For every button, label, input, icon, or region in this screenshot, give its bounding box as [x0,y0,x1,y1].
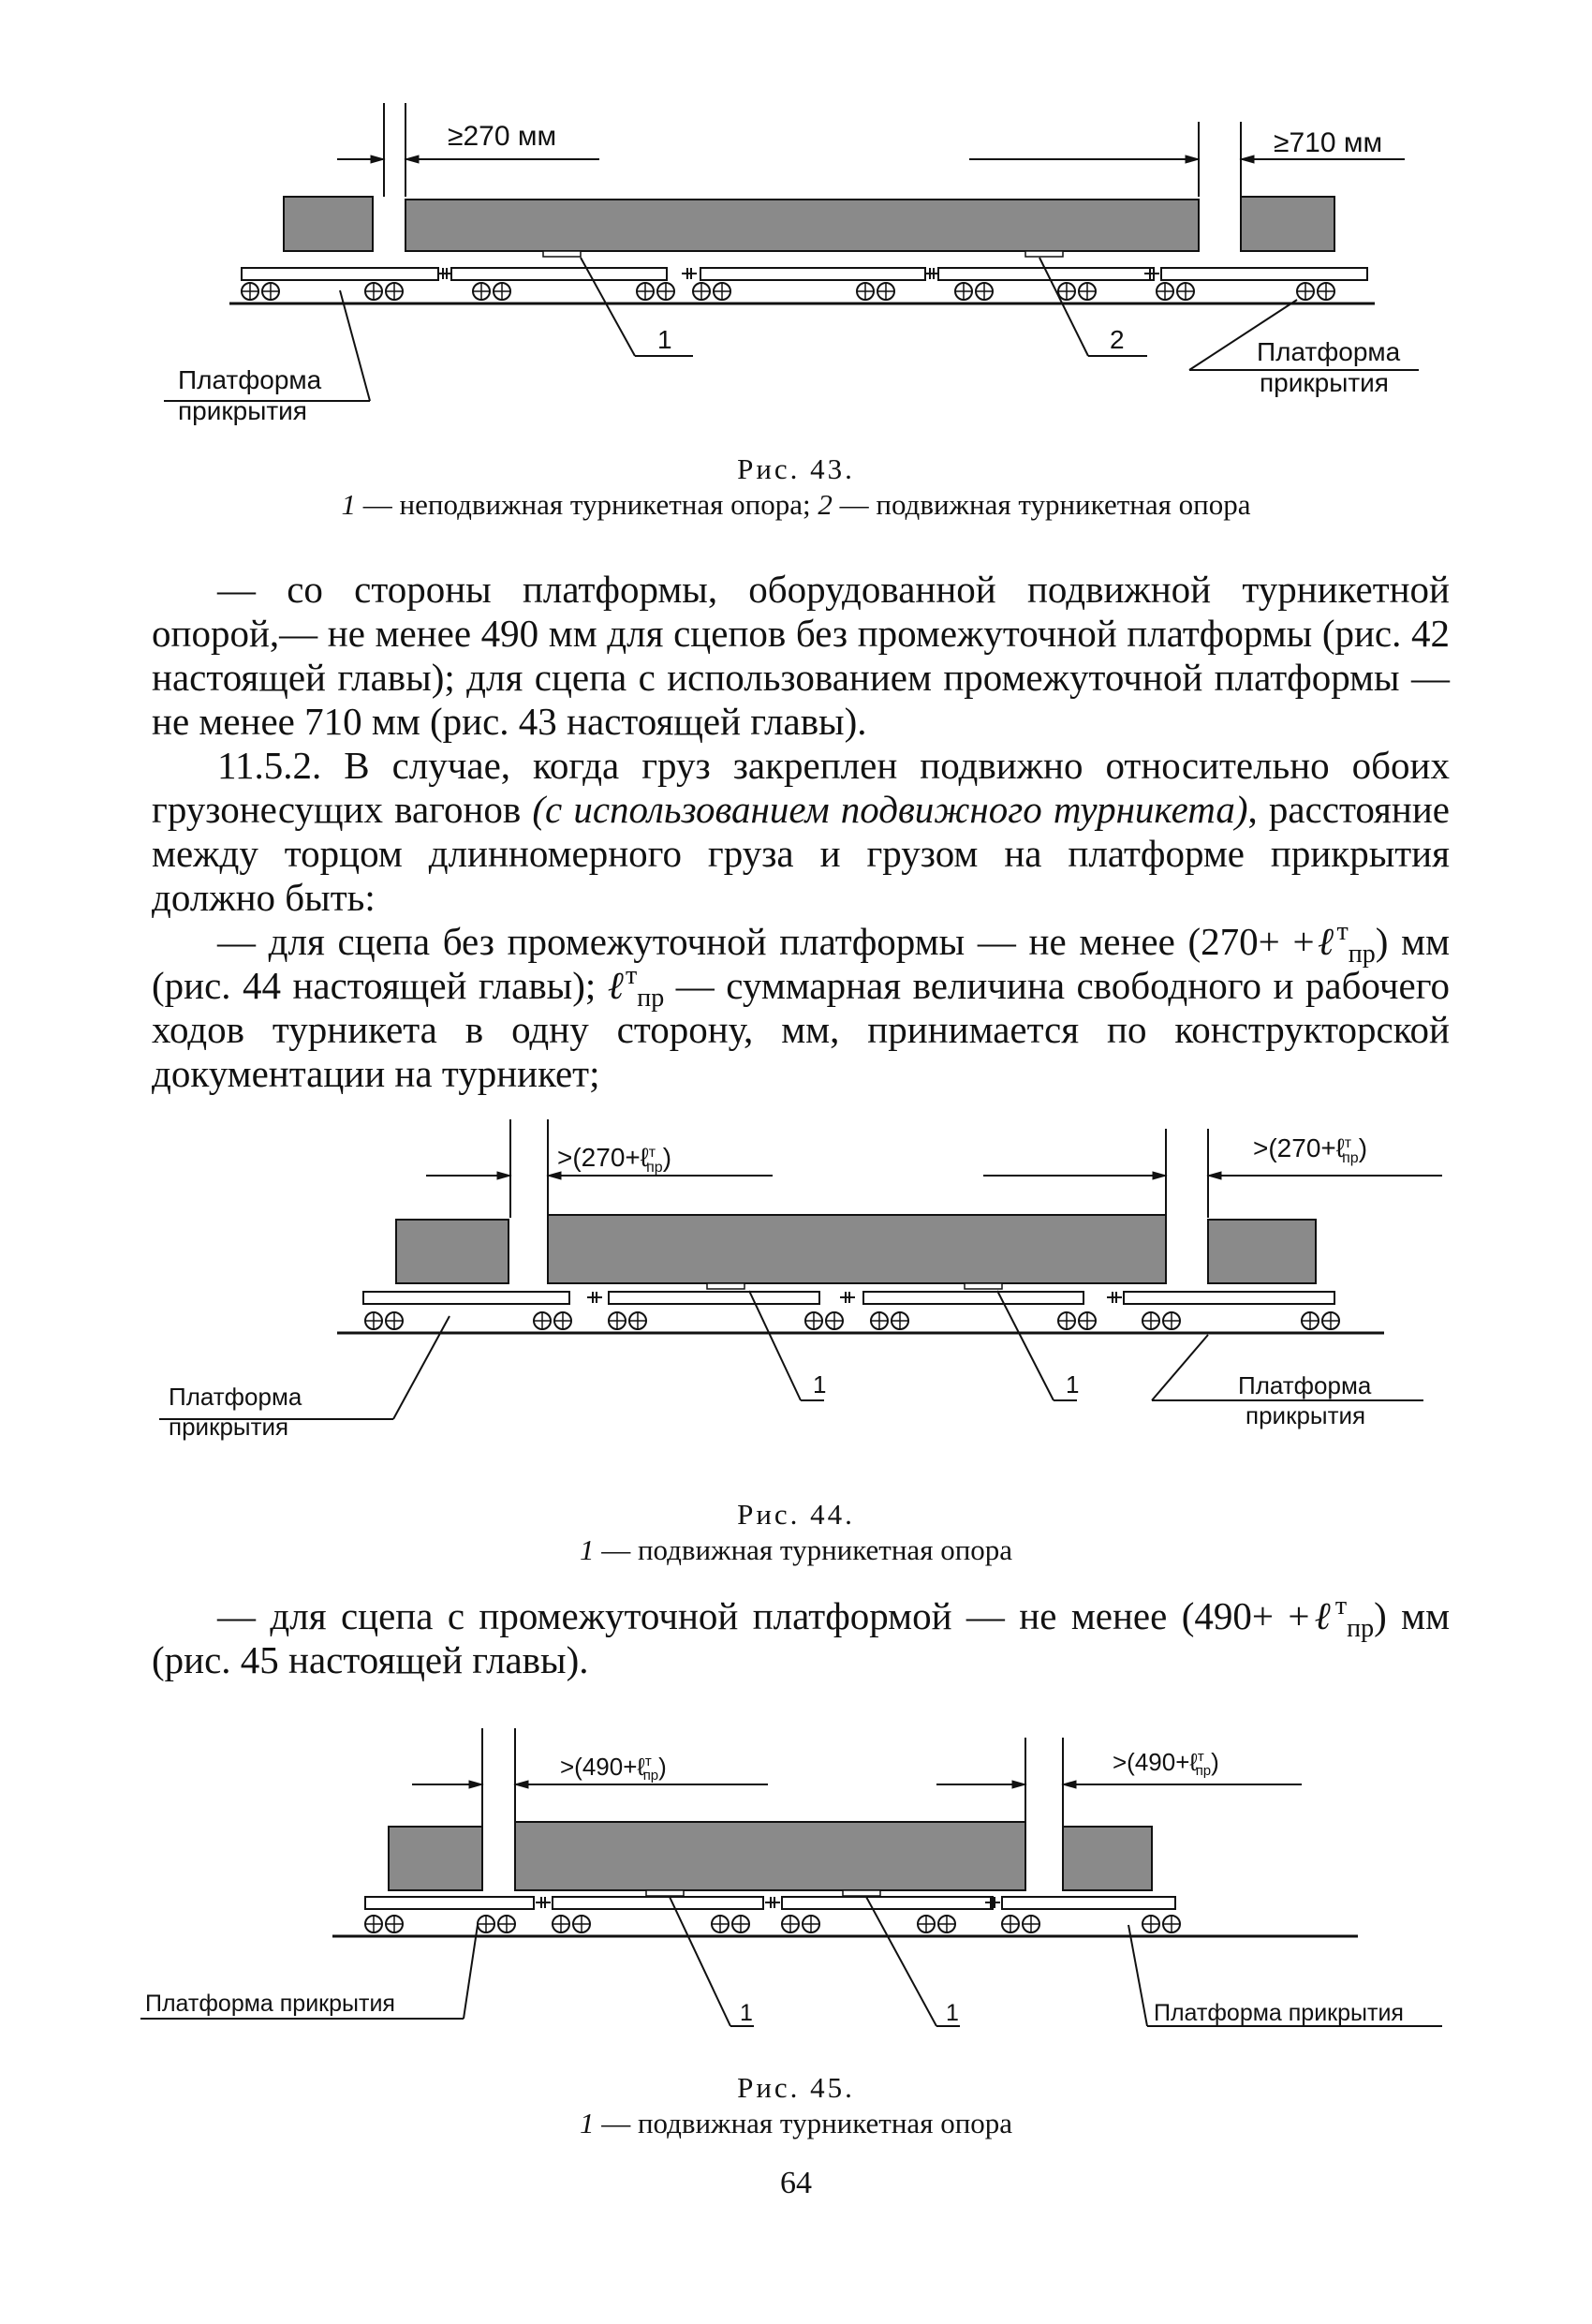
dim-label-right: >(270+ℓ$^т$ пр) [1253,1133,1368,1166]
dim-arrow [1241,155,1254,163]
legend-text-1: — подвижная турникетная опора [594,1533,1013,1566]
wagon-frame [363,1292,569,1304]
cargo-block [1241,197,1334,251]
figure-45-legend [0,2106,1592,2141]
right-cover-platform-label-1: Платформа [1238,1371,1372,1399]
dim-arrow [405,155,419,163]
legend-num-2: 2 [818,488,833,521]
paragraph-4-part-b: ) мм (рис. 45 настоящей главы). [152,1594,1451,1681]
paragraph-2 [152,744,1450,920]
symbol-l: ℓ [1314,920,1337,963]
dim-arrow [497,1172,510,1179]
dim-arrow [548,1172,561,1179]
right-cover-platform-label-2: прикрытия [1246,1401,1366,1429]
wagon-frame [1124,1292,1334,1304]
dim-arrow [1012,1781,1025,1788]
legend-text-1: — подвижная турникетная опора [594,2107,1013,2139]
leader-line [1128,1925,1147,2026]
right-cover-platform-label: Платформа прикрытия [1154,2000,1404,2026]
figure-45-drawing [0,1728,1592,2037]
dim-arrow [1153,1172,1166,1179]
symbol-sub: пр [1348,940,1376,969]
paragraph-2-part-b: , расстояние между торцом длинномерного груза и грузом на платформе прикрытия должно быть: [152,788,1450,919]
callout-1b: 1 [946,2000,959,2026]
paragraph-3 [152,917,1451,1096]
dim-arrow [515,1781,528,1788]
legend-text-1: — неподвижная турникетная опора; [356,488,818,521]
page-number: 64 [780,2166,812,2200]
cargo-block [389,1827,482,1890]
cargo-block [515,1822,1025,1890]
symbol-sup: т [1336,917,1349,946]
figure-45 [0,1728,1592,2037]
leader-line [464,1925,478,2019]
left-cover-platform-label: Платформа прикрытия [145,1991,395,2017]
dim-arrow [1186,155,1199,163]
wagon-frame [242,268,438,280]
leader-line [749,1291,801,1400]
turntable-support [707,1283,744,1289]
figure-43-caption [0,451,1592,523]
figure-44-legend [0,1532,1592,1568]
right-cover-platform-label-1: Платформа [1257,337,1401,366]
dim-label-left: >(490+ℓ$^т$ пр) [560,1753,667,1784]
symbol-l-3: ℓ [1309,1594,1335,1637]
paragraph-4-part-a: — для сцепа с промежуточной платформой — не менее (490+ + [217,1594,1310,1637]
cargo-block [548,1215,1166,1283]
dim-arrow [469,1781,482,1788]
wagon-frame [609,1292,819,1304]
left-cover-platform-label-1: Платформа [169,1383,302,1411]
symbol-sup-3: т [1334,1591,1348,1621]
left-cover-platform-label-2: прикрытия [169,1413,289,1441]
wagon-frame [1002,1897,1175,1909]
dim-label-left: >(270+ℓ$^т$ пр) [557,1143,672,1176]
symbol-l-2: ℓ [607,964,626,1007]
turntable-support [843,1890,880,1896]
cargo-block [1208,1220,1316,1283]
figure-44-drawing [0,1119,1592,1457]
dim-label-left: ≥270 мм [448,121,557,152]
legend-num-1: 1 [579,2107,595,2139]
dim-arrow [1208,1172,1221,1179]
dim-arrow [1063,1781,1076,1788]
text-block-2 [152,1591,1451,1682]
legend-text-2: — подвижная турникетная опора [832,488,1251,521]
leader-line [997,1291,1054,1400]
turntable-support [965,1283,1002,1289]
left-cover-platform-label-2: прикрытия [178,396,307,425]
turntable-support [646,1890,684,1896]
paragraph-3-part-c: — суммарная величина свободного и рабочего ходов турникета в одну сторону, мм, принимается по конструкторской документации на турникет; [152,964,1451,1095]
symbol-sub-3: пр [1347,1614,1375,1643]
legend-num-1: 1 [579,1533,595,1566]
paragraph-3-part-a: — для сцепа без промежуточной платформы — не менее (270+ + [217,920,1315,963]
callout-2: 2 [1110,325,1125,354]
turntable-support [543,251,581,257]
wagon-frame [365,1897,534,1909]
wagon-frame [863,1292,1083,1304]
figure-45-caption [0,2070,1592,2141]
paragraph-4 [152,1591,1451,1682]
callout-1: 1 [657,325,672,354]
cargo-block [405,200,1199,251]
leader-line [340,290,370,401]
leader-line [1152,1335,1208,1400]
paragraph-2-part-a: 11.5.2. В случае, когда груз закреплен подвижно относительно обоих грузонесущих вагонов [152,744,1450,831]
paragraph-2-emphasis: (с использованием подвижного турникета) [532,788,1248,831]
symbol-sup-2: т [626,961,638,990]
figure-44-title: Рис. 44. [737,1498,855,1531]
dim-label-right: ≥710 мм [1274,127,1383,158]
symbol-sub-2: пр [637,984,665,1013]
figure-45-title: Рис. 45. [737,2071,855,2104]
callout-1a: 1 [740,2000,753,2026]
wagon-frame [451,268,667,280]
figure-43-drawing [0,103,1592,440]
left-cover-platform-label-1: Платформа [178,365,322,394]
figure-43-title: Рис. 43. [737,452,855,485]
cargo-block [1063,1827,1152,1890]
paragraph-1: — со стороны платформы, оборудованной подвижной турникетной опорой,— не менее 490 мм для сцепов без промежуточной платформы (рис. 42 настоящей главы); для сцепа с использованием промежуточной платформы — не менее 710 мм (рис. 43 настоящей главы). [152,568,1450,743]
callout-1a: 1 [813,1370,827,1399]
legend-num-1: 1 [341,488,357,521]
cargo-block [396,1220,509,1283]
cargo-block [284,197,373,251]
paragraph-3-part-b: ) мм (рис. 44 настоящей главы); [152,920,1451,1007]
text-block-1 [152,568,1450,1096]
figure-44-caption [0,1497,1592,1568]
wagon-frame [1161,268,1367,280]
right-cover-platform-label-2: прикрытия [1260,368,1389,397]
dim-label-right: >(490+ℓ$^т$ пр) [1113,1748,1219,1779]
figure-43-legend [0,487,1592,523]
figure-43 [0,103,1592,440]
wagon-frame [782,1897,993,1909]
dim-arrow [371,155,384,163]
wagon-frame [553,1897,763,1909]
figure-44 [0,1119,1592,1457]
callout-1b: 1 [1066,1370,1080,1399]
wagon-frame [700,268,925,280]
turntable-support [1025,251,1063,257]
